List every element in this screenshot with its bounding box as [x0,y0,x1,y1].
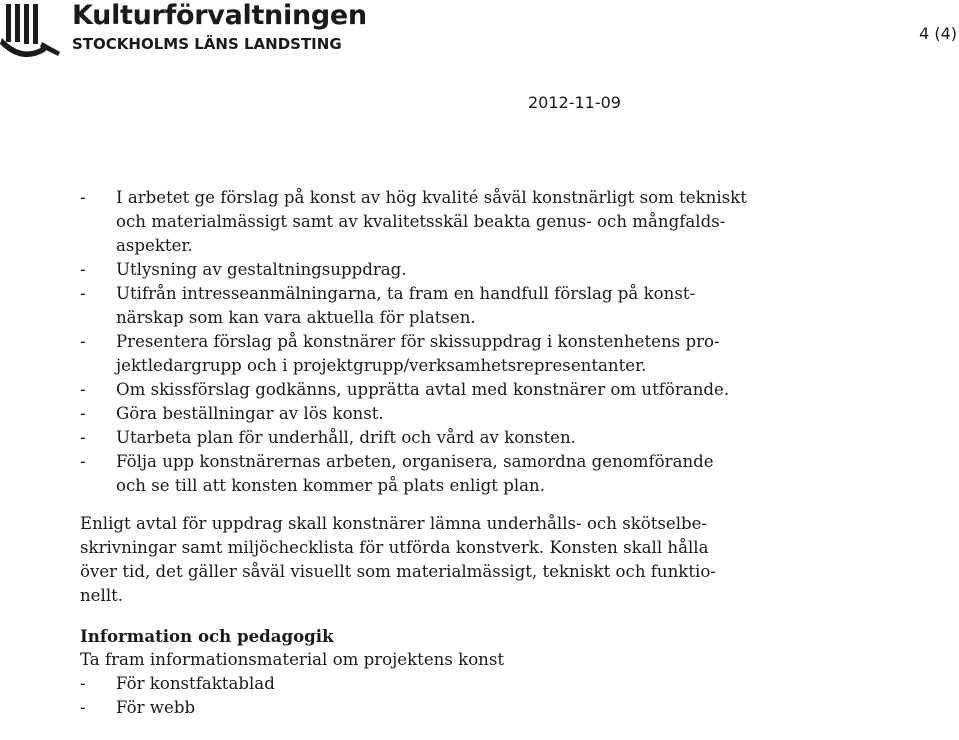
list-item-text: För konstfaktablad [116,674,275,693]
list-dash: - [80,332,86,351]
list-item-text: Följa upp konstnärernas arbeten, organisera, samordna genomförande [116,452,714,471]
task-list [80,186,815,498]
list-item-text: och materialmässigt samt av kvalitetsskäl beakta genus- och mångfalds- [116,212,726,231]
list-item-text: Utifrån intresseanmälningarna, ta fram en handfull förslag på konst- [116,284,696,303]
list-item-text: Utlysning av gestaltningsuppdrag. [116,260,407,279]
org-subtitle: STOCKHOLMS LÄNS LANDSTING [72,35,342,53]
document-date: 2012-11-09 [528,93,621,112]
list-item [80,330,815,378]
page-number: 4 (4) [919,24,957,43]
list-item-text: Om skissförslag godkänns, upprätta avtal med konstnärer om utförande. [116,380,730,399]
list-item [80,450,815,498]
list-dash: - [80,404,86,423]
landsting-logo-icon [0,2,64,60]
list-item-text: För webb [116,698,196,717]
maintenance-paragraph [80,512,815,608]
paragraph-line: över tid, det gäller såväl visuellt som materialmässigt, tekniskt och funktio- [80,562,716,581]
list-item-text: Göra beställningar av lös konst. [116,404,384,423]
list-item [80,402,815,426]
document-body [80,186,815,720]
list-dash: - [80,674,86,693]
list-dash: - [80,284,86,303]
list-item-text: I arbetet ge förslag på konst av hög kvalité såväl konstnärligt som tekniskt [116,188,747,207]
page-header [0,0,959,70]
list-item [80,282,815,330]
paragraph-line: nellt. [80,586,124,605]
list-dash: - [80,260,86,279]
list-item-text: och se till att konsten kommer på plats enligt plan. [116,476,546,495]
list-item-text: Utarbeta plan för underhåll, drift och vård av konsten. [116,428,576,447]
list-item [80,672,815,696]
list-dash: - [80,698,86,717]
list-item [80,378,815,402]
list-dash: - [80,380,86,399]
list-item [80,696,815,720]
list-item [80,426,815,450]
list-dash: - [80,452,86,471]
list-item-text: aspekter. [116,236,193,255]
paragraph-line: Enligt avtal för uppdrag skall konstnärer lämna underhålls- och skötselbe- [80,514,708,533]
list-dash: - [80,428,86,447]
paragraph-line: skrivningar samt miljöchecklista för utförda konstverk. Konsten skall hålla [80,538,709,557]
section-heading: Information och pedagogik [80,626,334,646]
section-intro: Ta fram informationsmaterial om projektens konst [80,650,505,669]
list-item-text: närskap som kan vara aktuella för platsen. [116,308,476,327]
list-item-text: jektledargrupp och i projektgrupp/verksamhetsrepresentanter. [116,356,647,375]
list-item-text: Presentera förslag på konstnärer för skissuppdrag i konstenhetens pro- [116,332,720,351]
list-dash: - [80,188,86,207]
list-item [80,186,815,258]
org-name: Kulturförvaltningen [72,0,367,31]
list-item [80,258,815,282]
